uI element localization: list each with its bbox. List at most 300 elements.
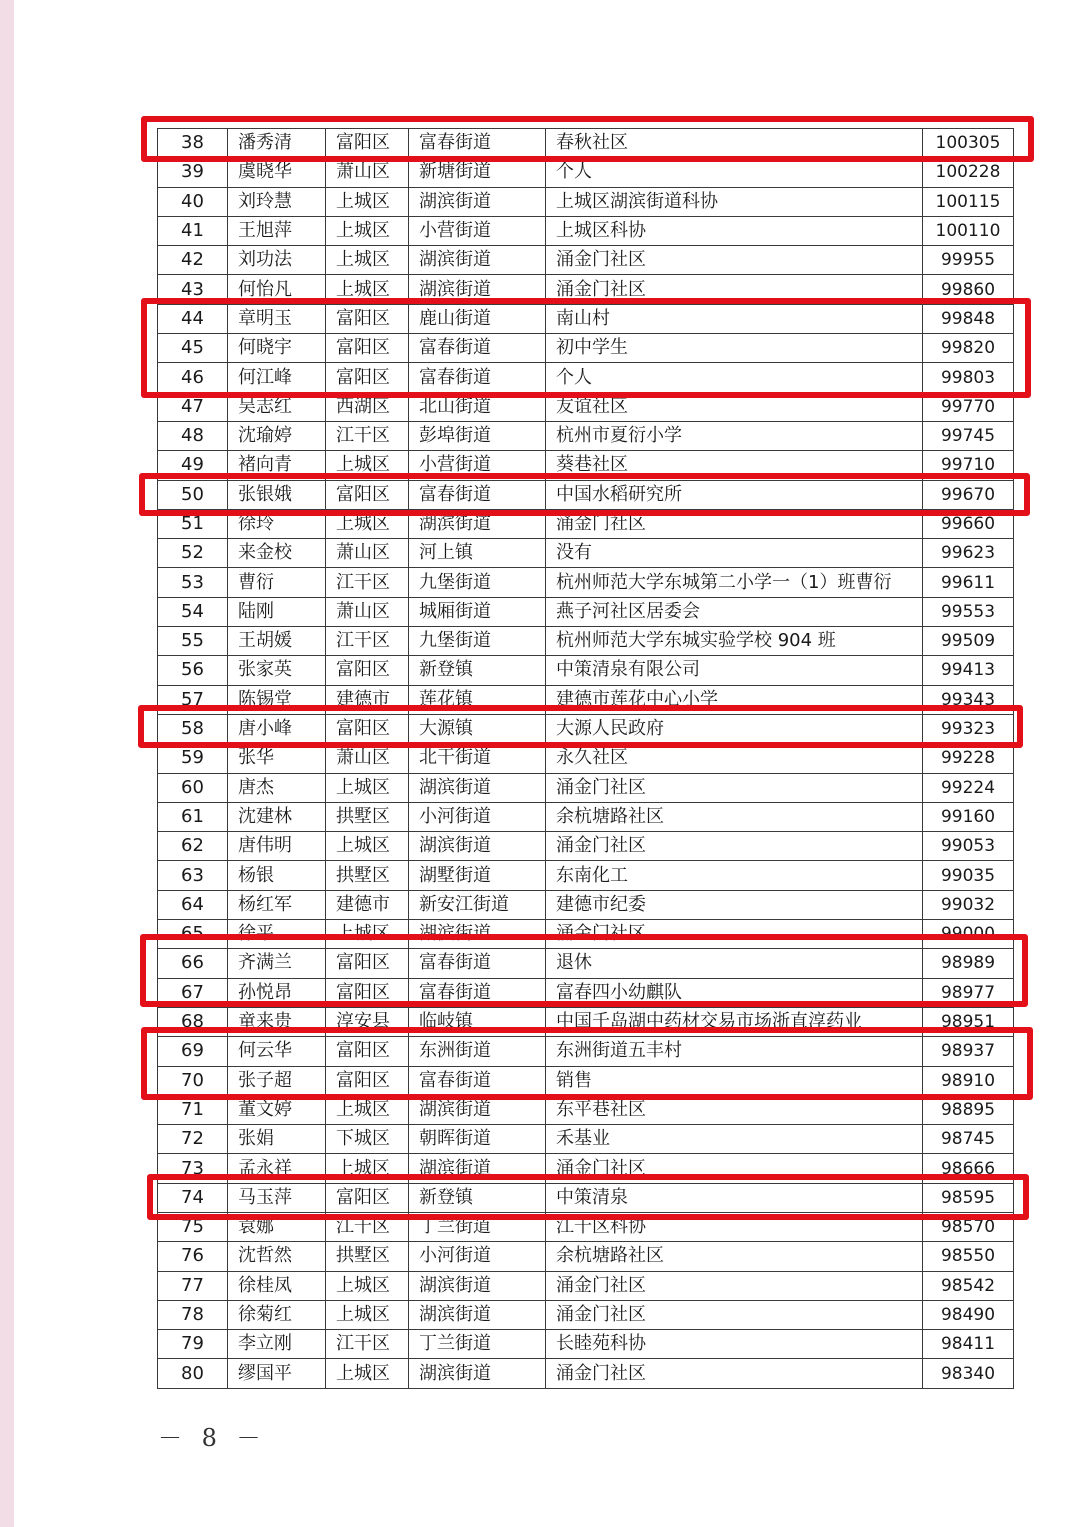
cell-number: 73 xyxy=(158,1154,228,1183)
table-row xyxy=(158,978,1014,1007)
table-row xyxy=(158,949,1014,978)
cell-score: 100110 xyxy=(923,216,1014,245)
cell-district: 萧山区 xyxy=(326,744,409,773)
cell-street: 富春街道 xyxy=(409,129,546,158)
cell-number: 63 xyxy=(158,861,228,890)
table-row xyxy=(158,158,1014,187)
cell-score: 100228 xyxy=(923,158,1014,187)
cell-unit: 建德市莲花中心小学 xyxy=(546,685,923,714)
cell-name: 杨银 xyxy=(228,861,326,890)
cell-number: 45 xyxy=(158,334,228,363)
cell-district: 上城区 xyxy=(326,216,409,245)
cell-score: 98490 xyxy=(923,1300,1014,1329)
cell-street: 湖滨街道 xyxy=(409,832,546,861)
cell-name: 沈哲然 xyxy=(228,1242,326,1271)
cell-street: 湖滨街道 xyxy=(409,509,546,538)
cell-score: 99160 xyxy=(923,802,1014,831)
cell-unit: 葵巷社区 xyxy=(546,451,923,480)
cell-number: 74 xyxy=(158,1183,228,1212)
cell-number: 68 xyxy=(158,1007,228,1036)
ranking-table xyxy=(157,128,1014,1389)
cell-name: 陆刚 xyxy=(228,597,326,626)
cell-score: 99343 xyxy=(923,685,1014,714)
cell-number: 76 xyxy=(158,1242,228,1271)
cell-score: 99670 xyxy=(923,480,1014,509)
table-row xyxy=(158,1154,1014,1183)
table-row xyxy=(158,920,1014,949)
cell-unit: 涌金门社区 xyxy=(546,773,923,802)
cell-score: 99623 xyxy=(923,539,1014,568)
cell-district: 上城区 xyxy=(326,832,409,861)
cell-district: 拱墅区 xyxy=(326,802,409,831)
cell-score: 98895 xyxy=(923,1095,1014,1124)
cell-name: 齐满兰 xyxy=(228,949,326,978)
table-row xyxy=(158,1007,1014,1036)
cell-name: 吴志红 xyxy=(228,392,326,421)
cell-street: 朝晖街道 xyxy=(409,1125,546,1154)
cell-number: 50 xyxy=(158,480,228,509)
cell-unit: 余杭塘路社区 xyxy=(546,1242,923,1271)
table-row xyxy=(158,451,1014,480)
cell-street: 富春街道 xyxy=(409,363,546,392)
table-row xyxy=(158,656,1014,685)
cell-district: 富阳区 xyxy=(326,480,409,509)
cell-unit: 友谊社区 xyxy=(546,392,923,421)
cell-number: 70 xyxy=(158,1066,228,1095)
table-body xyxy=(158,129,1014,1389)
cell-unit: 中国水稻研究所 xyxy=(546,480,923,509)
table-row xyxy=(158,275,1014,304)
table-row xyxy=(158,421,1014,450)
cell-score: 99553 xyxy=(923,597,1014,626)
cell-number: 59 xyxy=(158,744,228,773)
table-row xyxy=(158,802,1014,831)
table-row xyxy=(158,773,1014,802)
cell-number: 71 xyxy=(158,1095,228,1124)
cell-district: 富阳区 xyxy=(326,304,409,333)
cell-score: 98951 xyxy=(923,1007,1014,1036)
cell-name: 陈锡堂 xyxy=(228,685,326,714)
cell-street: 北干街道 xyxy=(409,744,546,773)
table-row xyxy=(158,1271,1014,1300)
cell-number: 49 xyxy=(158,451,228,480)
cell-district: 萧山区 xyxy=(326,158,409,187)
cell-number: 51 xyxy=(158,509,228,538)
cell-unit: 初中学生 xyxy=(546,334,923,363)
table-row xyxy=(158,685,1014,714)
cell-district: 富阳区 xyxy=(326,1066,409,1095)
cell-name: 虞晓华 xyxy=(228,158,326,187)
cell-score: 99710 xyxy=(923,451,1014,480)
table-row xyxy=(158,480,1014,509)
cell-name: 徐菊红 xyxy=(228,1300,326,1329)
cell-name: 张家英 xyxy=(228,656,326,685)
cell-number: 41 xyxy=(158,216,228,245)
cell-name: 王旭萍 xyxy=(228,216,326,245)
cell-district: 江干区 xyxy=(326,1212,409,1241)
cell-unit: 长睦苑科协 xyxy=(546,1330,923,1359)
cell-number: 65 xyxy=(158,920,228,949)
table-row xyxy=(158,187,1014,216)
cell-score: 99032 xyxy=(923,890,1014,919)
cell-score: 98411 xyxy=(923,1330,1014,1359)
cell-score: 98595 xyxy=(923,1183,1014,1212)
cell-street: 富春街道 xyxy=(409,978,546,1007)
cell-street: 鹿山街道 xyxy=(409,304,546,333)
table-row xyxy=(158,129,1014,158)
cell-street: 城厢街道 xyxy=(409,597,546,626)
cell-number: 40 xyxy=(158,187,228,216)
cell-street: 新塘街道 xyxy=(409,158,546,187)
table-row xyxy=(158,1037,1014,1066)
cell-number: 60 xyxy=(158,773,228,802)
cell-number: 77 xyxy=(158,1271,228,1300)
cell-district: 上城区 xyxy=(326,246,409,275)
cell-number: 54 xyxy=(158,597,228,626)
cell-street: 富春街道 xyxy=(409,480,546,509)
cell-score: 99745 xyxy=(923,421,1014,450)
cell-street: 丁兰街道 xyxy=(409,1330,546,1359)
cell-unit: 退休 xyxy=(546,949,923,978)
table-row xyxy=(158,861,1014,890)
cell-street: 湖墅街道 xyxy=(409,861,546,890)
cell-street: 湖滨街道 xyxy=(409,1095,546,1124)
cell-score: 99224 xyxy=(923,773,1014,802)
cell-name: 何怡凡 xyxy=(228,275,326,304)
cell-street: 湖滨街道 xyxy=(409,275,546,304)
cell-score: 98340 xyxy=(923,1359,1014,1388)
cell-name: 唐小峰 xyxy=(228,714,326,743)
cell-district: 上城区 xyxy=(326,1095,409,1124)
table-row xyxy=(158,246,1014,275)
cell-score: 98666 xyxy=(923,1154,1014,1183)
cell-number: 64 xyxy=(158,890,228,919)
cell-unit: 涌金门社区 xyxy=(546,1359,923,1388)
cell-district: 上城区 xyxy=(326,773,409,802)
cell-name: 张华 xyxy=(228,744,326,773)
table-row xyxy=(158,627,1014,656)
cell-street: 小河街道 xyxy=(409,802,546,831)
table-row xyxy=(158,1330,1014,1359)
page-number: － 8 － xyxy=(158,1424,267,1452)
cell-name: 徐平 xyxy=(228,920,326,949)
table-row xyxy=(158,714,1014,743)
cell-street: 小河街道 xyxy=(409,1242,546,1271)
cell-street: 新安江街道 xyxy=(409,890,546,919)
cell-street: 小营街道 xyxy=(409,216,546,245)
cell-district: 拱墅区 xyxy=(326,861,409,890)
cell-score: 98550 xyxy=(923,1242,1014,1271)
cell-street: 富春街道 xyxy=(409,1066,546,1095)
table-row xyxy=(158,1359,1014,1388)
cell-score: 99413 xyxy=(923,656,1014,685)
cell-name: 童来贵 xyxy=(228,1007,326,1036)
table-row xyxy=(158,216,1014,245)
cell-district: 西湖区 xyxy=(326,392,409,421)
cell-street: 九堡街道 xyxy=(409,568,546,597)
table-row xyxy=(158,597,1014,626)
cell-street: 富春街道 xyxy=(409,334,546,363)
cell-district: 萧山区 xyxy=(326,539,409,568)
cell-district: 富阳区 xyxy=(326,363,409,392)
cell-street: 九堡街道 xyxy=(409,627,546,656)
cell-score: 98570 xyxy=(923,1212,1014,1241)
table-row xyxy=(158,304,1014,333)
cell-district: 上城区 xyxy=(326,1359,409,1388)
cell-name: 马玉萍 xyxy=(228,1183,326,1212)
cell-score: 98542 xyxy=(923,1271,1014,1300)
cell-district: 江干区 xyxy=(326,627,409,656)
cell-unit: 大源人民政府 xyxy=(546,714,923,743)
cell-number: 58 xyxy=(158,714,228,743)
cell-name: 刘玲慧 xyxy=(228,187,326,216)
cell-district: 上城区 xyxy=(326,451,409,480)
cell-unit: 涌金门社区 xyxy=(546,275,923,304)
cell-street: 小营街道 xyxy=(409,451,546,480)
cell-score: 98937 xyxy=(923,1037,1014,1066)
cell-unit: 涌金门社区 xyxy=(546,1300,923,1329)
cell-number: 75 xyxy=(158,1212,228,1241)
cell-score: 99000 xyxy=(923,920,1014,949)
table-row xyxy=(158,1066,1014,1095)
table-row xyxy=(158,1125,1014,1154)
cell-unit: 个人 xyxy=(546,158,923,187)
cell-number: 62 xyxy=(158,832,228,861)
cell-name: 唐伟明 xyxy=(228,832,326,861)
cell-district: 萧山区 xyxy=(326,597,409,626)
table-row xyxy=(158,363,1014,392)
cell-unit: 江干区科协 xyxy=(546,1212,923,1241)
cell-unit: 涌金门社区 xyxy=(546,832,923,861)
cell-unit: 个人 xyxy=(546,363,923,392)
cell-street: 湖滨街道 xyxy=(409,1359,546,1388)
table-row xyxy=(158,568,1014,597)
cell-number: 44 xyxy=(158,304,228,333)
cell-district: 富阳区 xyxy=(326,714,409,743)
cell-unit: 南山村 xyxy=(546,304,923,333)
cell-district: 江干区 xyxy=(326,421,409,450)
table-row xyxy=(158,1242,1014,1271)
cell-name: 唐杰 xyxy=(228,773,326,802)
table-row xyxy=(158,1095,1014,1124)
cell-name: 杨红军 xyxy=(228,890,326,919)
cell-number: 61 xyxy=(158,802,228,831)
cell-street: 湖滨街道 xyxy=(409,1300,546,1329)
cell-district: 上城区 xyxy=(326,1271,409,1300)
cell-district: 富阳区 xyxy=(326,978,409,1007)
cell-district: 上城区 xyxy=(326,275,409,304)
cell-number: 66 xyxy=(158,949,228,978)
cell-name: 何云华 xyxy=(228,1037,326,1066)
cell-number: 52 xyxy=(158,539,228,568)
cell-name: 何江峰 xyxy=(228,363,326,392)
cell-street: 湖滨街道 xyxy=(409,1154,546,1183)
table-row xyxy=(158,1300,1014,1329)
cell-number: 38 xyxy=(158,129,228,158)
cell-score: 99803 xyxy=(923,363,1014,392)
cell-name: 张子超 xyxy=(228,1066,326,1095)
cell-unit: 销售 xyxy=(546,1066,923,1095)
cell-score: 99053 xyxy=(923,832,1014,861)
cell-score: 99323 xyxy=(923,714,1014,743)
cell-unit: 上城区科协 xyxy=(546,216,923,245)
cell-name: 王胡媛 xyxy=(228,627,326,656)
table-row xyxy=(158,890,1014,919)
cell-score: 99860 xyxy=(923,275,1014,304)
cell-name: 徐桂凤 xyxy=(228,1271,326,1300)
cell-street: 湖滨街道 xyxy=(409,1271,546,1300)
cell-district: 上城区 xyxy=(326,1300,409,1329)
cell-number: 69 xyxy=(158,1037,228,1066)
table-row xyxy=(158,539,1014,568)
cell-number: 55 xyxy=(158,627,228,656)
cell-unit: 杭州师范大学东城实验学校 904 班 xyxy=(546,627,923,656)
cell-number: 39 xyxy=(158,158,228,187)
cell-name: 褚向青 xyxy=(228,451,326,480)
cell-score: 100115 xyxy=(923,187,1014,216)
cell-street: 大源镇 xyxy=(409,714,546,743)
cell-name: 张娟 xyxy=(228,1125,326,1154)
cell-district: 上城区 xyxy=(326,509,409,538)
cell-district: 富阳区 xyxy=(326,656,409,685)
left-margin-strip xyxy=(0,0,14,1527)
cell-district: 下城区 xyxy=(326,1125,409,1154)
cell-score: 99228 xyxy=(923,744,1014,773)
cell-street: 彭埠街道 xyxy=(409,421,546,450)
cell-street: 临岐镇 xyxy=(409,1007,546,1036)
cell-street: 丁兰街道 xyxy=(409,1212,546,1241)
ranking-table-container xyxy=(157,128,1013,1389)
cell-name: 刘功法 xyxy=(228,246,326,275)
cell-district: 富阳区 xyxy=(326,1183,409,1212)
cell-score: 99611 xyxy=(923,568,1014,597)
cell-score: 98989 xyxy=(923,949,1014,978)
cell-unit: 余杭塘路社区 xyxy=(546,802,923,831)
cell-street: 湖滨街道 xyxy=(409,187,546,216)
cell-score: 99770 xyxy=(923,392,1014,421)
cell-number: 48 xyxy=(158,421,228,450)
cell-unit: 春秋社区 xyxy=(546,129,923,158)
cell-name: 何晓宇 xyxy=(228,334,326,363)
cell-street: 富春街道 xyxy=(409,949,546,978)
cell-district: 江干区 xyxy=(326,568,409,597)
cell-unit: 杭州师范大学东城第二小学一（1）班曹衍 xyxy=(546,568,923,597)
cell-name: 徐玲 xyxy=(228,509,326,538)
cell-unit: 中策清泉有限公司 xyxy=(546,656,923,685)
cell-unit: 涌金门社区 xyxy=(546,1271,923,1300)
cell-number: 56 xyxy=(158,656,228,685)
cell-district: 富阳区 xyxy=(326,334,409,363)
cell-street: 莲花镇 xyxy=(409,685,546,714)
cell-street: 湖滨街道 xyxy=(409,246,546,275)
cell-number: 80 xyxy=(158,1359,228,1388)
cell-name: 袁娜 xyxy=(228,1212,326,1241)
cell-number: 78 xyxy=(158,1300,228,1329)
cell-score: 99848 xyxy=(923,304,1014,333)
cell-name: 李立刚 xyxy=(228,1330,326,1359)
cell-number: 43 xyxy=(158,275,228,304)
cell-district: 上城区 xyxy=(326,187,409,216)
cell-name: 潘秀清 xyxy=(228,129,326,158)
cell-district: 富阳区 xyxy=(326,129,409,158)
cell-unit: 涌金门社区 xyxy=(546,1154,923,1183)
cell-street: 新登镇 xyxy=(409,656,546,685)
table-row xyxy=(158,832,1014,861)
cell-unit: 东洲街道五丰村 xyxy=(546,1037,923,1066)
cell-unit: 中策清泉 xyxy=(546,1183,923,1212)
cell-district: 建德市 xyxy=(326,890,409,919)
cell-unit: 杭州市夏衍小学 xyxy=(546,421,923,450)
cell-name: 章明玉 xyxy=(228,304,326,333)
cell-name: 沈建林 xyxy=(228,802,326,831)
cell-district: 上城区 xyxy=(326,920,409,949)
cell-district: 江干区 xyxy=(326,1330,409,1359)
cell-name: 沈瑜婷 xyxy=(228,421,326,450)
cell-unit: 涌金门社区 xyxy=(546,246,923,275)
cell-district: 富阳区 xyxy=(326,949,409,978)
cell-unit: 涌金门社区 xyxy=(546,509,923,538)
cell-number: 42 xyxy=(158,246,228,275)
cell-name: 董文婷 xyxy=(228,1095,326,1124)
cell-unit: 东南化工 xyxy=(546,861,923,890)
cell-number: 46 xyxy=(158,363,228,392)
cell-score: 99035 xyxy=(923,861,1014,890)
cell-street: 新登镇 xyxy=(409,1183,546,1212)
cell-score: 99509 xyxy=(923,627,1014,656)
cell-name: 缪国平 xyxy=(228,1359,326,1388)
cell-unit: 上城区湖滨街道科协 xyxy=(546,187,923,216)
cell-street: 湖滨街道 xyxy=(409,773,546,802)
table-row xyxy=(158,392,1014,421)
cell-score: 99820 xyxy=(923,334,1014,363)
cell-street: 北山街道 xyxy=(409,392,546,421)
table-row xyxy=(158,1183,1014,1212)
cell-score: 98977 xyxy=(923,978,1014,1007)
cell-unit: 东平巷社区 xyxy=(546,1095,923,1124)
cell-name: 张银娥 xyxy=(228,480,326,509)
cell-name: 曹衍 xyxy=(228,568,326,597)
cell-street: 湖滨街道 xyxy=(409,920,546,949)
cell-name: 孙悦昂 xyxy=(228,978,326,1007)
cell-score: 99660 xyxy=(923,509,1014,538)
cell-district: 淳安县 xyxy=(326,1007,409,1036)
cell-unit: 涌金门社区 xyxy=(546,920,923,949)
cell-unit: 永久社区 xyxy=(546,744,923,773)
cell-district: 上城区 xyxy=(326,1154,409,1183)
cell-number: 67 xyxy=(158,978,228,1007)
cell-name: 来金校 xyxy=(228,539,326,568)
cell-unit: 富春四小幼麒队 xyxy=(546,978,923,1007)
cell-unit: 建德市纪委 xyxy=(546,890,923,919)
cell-number: 47 xyxy=(158,392,228,421)
cell-number: 72 xyxy=(158,1125,228,1154)
cell-unit: 禾基业 xyxy=(546,1125,923,1154)
cell-unit: 中国千岛湖中药材交易市场浙直淳药业 xyxy=(546,1007,923,1036)
cell-score: 100305 xyxy=(923,129,1014,158)
cell-district: 建德市 xyxy=(326,685,409,714)
table-row xyxy=(158,509,1014,538)
cell-score: 98745 xyxy=(923,1125,1014,1154)
table-row xyxy=(158,334,1014,363)
cell-number: 53 xyxy=(158,568,228,597)
cell-street: 河上镇 xyxy=(409,539,546,568)
cell-district: 富阳区 xyxy=(326,1037,409,1066)
cell-district: 拱墅区 xyxy=(326,1242,409,1271)
cell-unit: 没有 xyxy=(546,539,923,568)
cell-score: 98910 xyxy=(923,1066,1014,1095)
cell-unit: 燕子河社区居委会 xyxy=(546,597,923,626)
cell-number: 57 xyxy=(158,685,228,714)
